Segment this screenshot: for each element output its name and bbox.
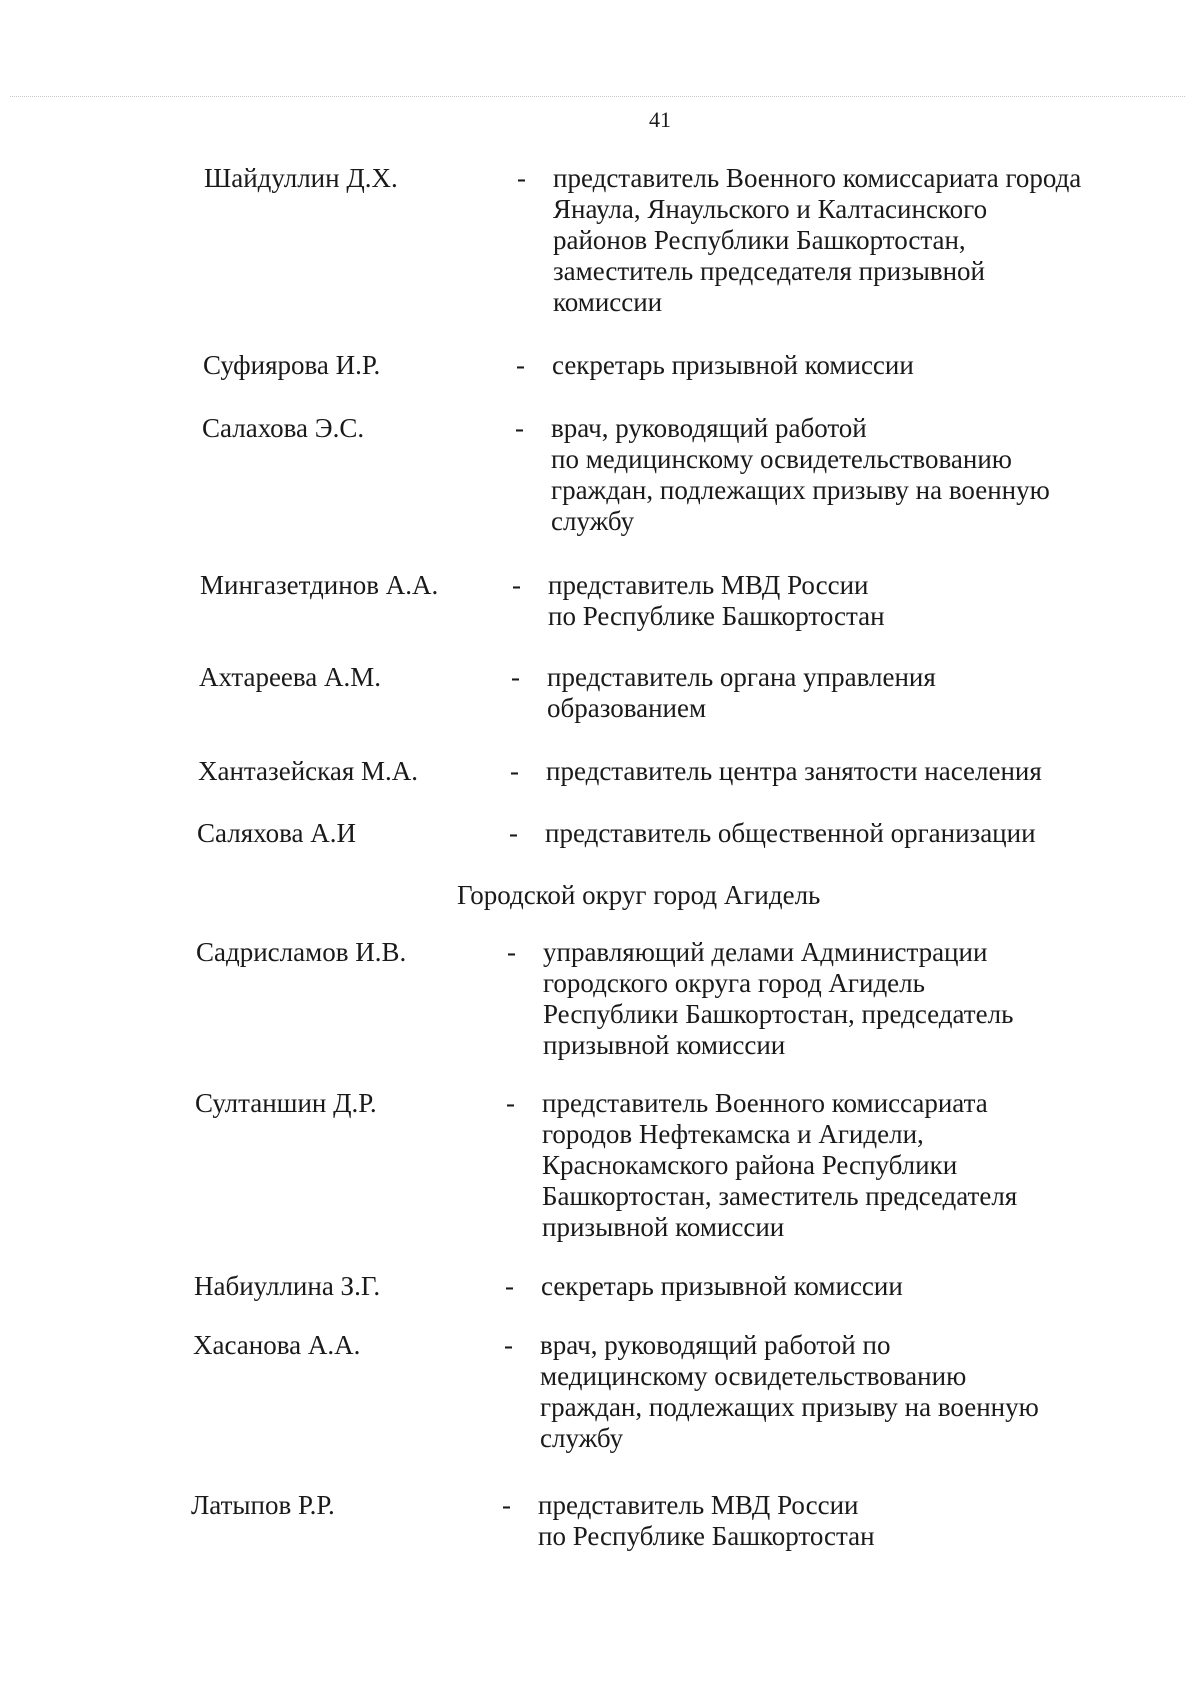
entry-dash: - bbox=[509, 818, 518, 848]
section-heading: Городской округ город Агидель bbox=[457, 880, 821, 910]
member-role: представитель органа управления образованием bbox=[547, 662, 936, 723]
scan-edge-line bbox=[10, 96, 1185, 97]
entry-dash: - bbox=[507, 937, 516, 967]
entry-dash: - bbox=[502, 1490, 511, 1520]
member-role: представитель Военного комиссариата города Янаула, Янаульского и Калтасинского районов Республики Башкортостан, заместитель председателя призывной комиссии bbox=[553, 163, 1082, 317]
member-role: представитель МВД России по Республике Башкортостан bbox=[548, 570, 885, 631]
member-name: Ахтареева А.М. bbox=[199, 662, 382, 692]
member-role: секретарь призывной комиссии bbox=[552, 350, 914, 380]
member-name: Шайдуллин Д.Х. bbox=[204, 163, 398, 193]
member-role: управляющий делами Администрации городского округа город Агидель Республики Башкортостан, председатель призывной комиссии bbox=[543, 937, 1014, 1060]
entry-dash: - bbox=[512, 570, 521, 600]
member-name: Саляхова А.И bbox=[197, 818, 356, 848]
page-number: 41 bbox=[649, 107, 671, 132]
member-name: Латыпов Р.Р. bbox=[191, 1490, 335, 1520]
member-role: представитель общественной организации bbox=[545, 818, 1036, 848]
member-name: Султаншин Д.Р. bbox=[195, 1088, 377, 1118]
entry-dash: - bbox=[506, 1088, 515, 1118]
member-role: врач, руководящий работой по медицинскому освидетельствованию граждан, подлежащих призыву на военную службу bbox=[540, 1330, 1039, 1453]
member-name: Салахова Э.С. bbox=[202, 413, 365, 443]
member-name: Садрисламов И.В. bbox=[196, 937, 407, 967]
member-role: представитель МВД России по Республике Башкортостан bbox=[538, 1490, 875, 1551]
entry-dash: - bbox=[515, 413, 524, 443]
entry-dash: - bbox=[504, 1330, 513, 1360]
member-name: Суфиярова И.Р. bbox=[203, 350, 381, 380]
entry-dash: - bbox=[510, 756, 519, 786]
member-role: представитель Военного комиссариата городов Нефтекамска и Агидели, Краснокамского района Республики Башкортостан, заместитель председателя призывной комиссии bbox=[542, 1088, 1018, 1242]
entry-dash: - bbox=[517, 163, 526, 193]
member-name: Набиуллина З.Г. bbox=[194, 1271, 381, 1301]
member-role: представитель центра занятости населения bbox=[546, 756, 1042, 786]
entry-dash: - bbox=[511, 662, 520, 692]
member-role: секретарь призывной комиссии bbox=[541, 1271, 903, 1301]
member-name: Хасанова А.А. bbox=[193, 1330, 361, 1360]
member-name: Мингазетдинов А.А. bbox=[200, 570, 439, 600]
entry-dash: - bbox=[505, 1271, 514, 1301]
entry-dash: - bbox=[516, 350, 525, 380]
member-name: Хантазейская М.А. bbox=[198, 756, 418, 786]
member-role: врач, руководящий работой по медицинскому освидетельствованию граждан, подлежащих призыву на военную службу bbox=[551, 413, 1050, 536]
